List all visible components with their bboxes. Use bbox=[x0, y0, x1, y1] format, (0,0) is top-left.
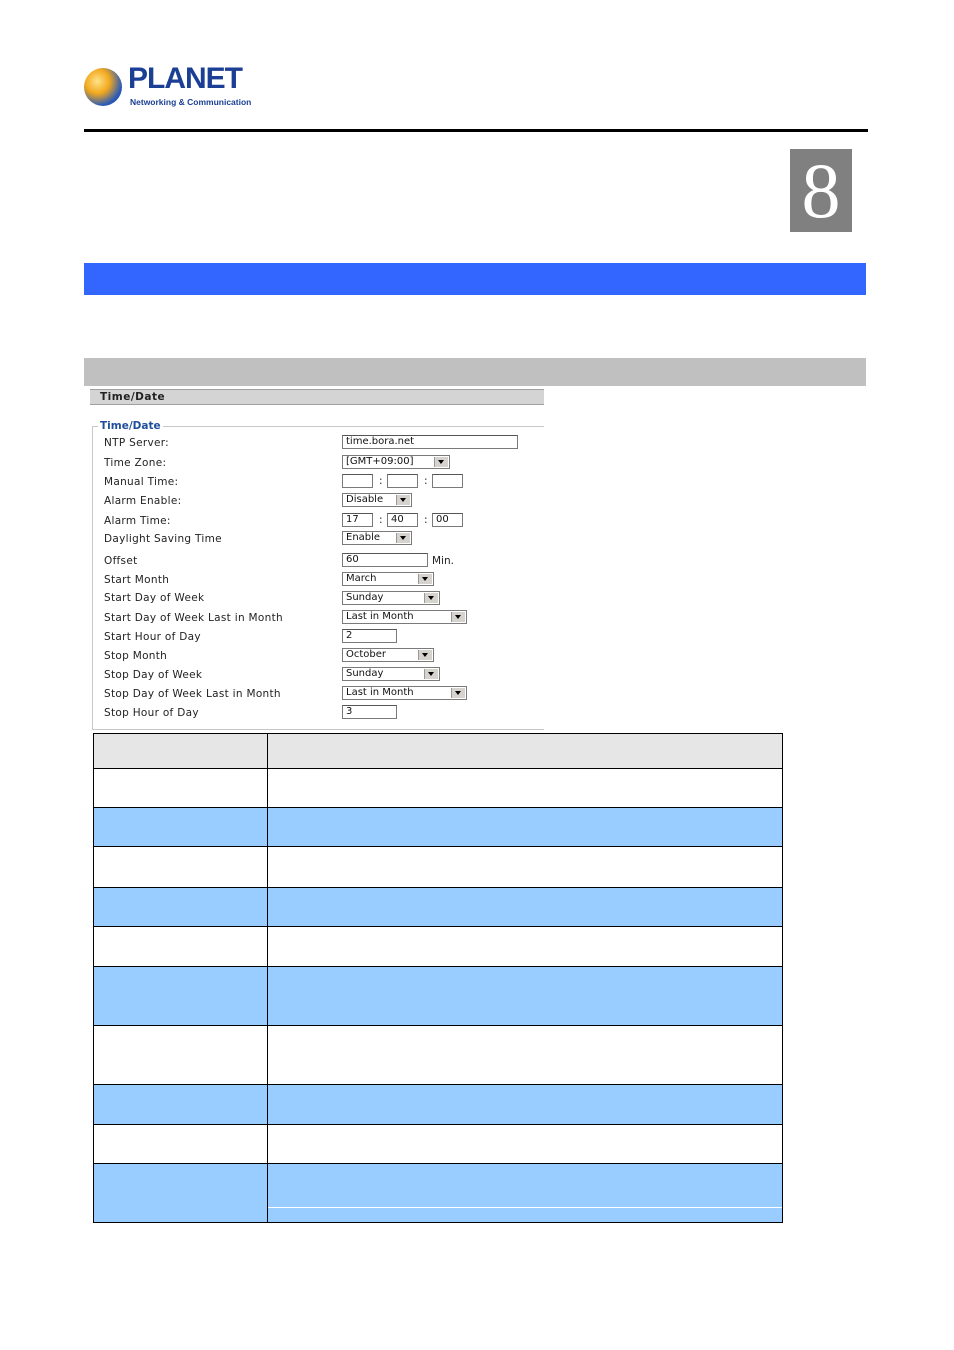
daylight-saving-select[interactable] bbox=[342, 531, 412, 545]
time-zone-label: Time Zone: bbox=[104, 457, 167, 469]
alarm-enable-label: Alarm Enable: bbox=[104, 495, 182, 507]
table-cell bbox=[268, 967, 783, 1026]
stop-hour-input[interactable]: 3 bbox=[342, 705, 397, 719]
alarm-enable-select[interactable] bbox=[342, 493, 412, 507]
daylight-saving-label: Daylight Saving Time bbox=[104, 533, 222, 545]
stop-month-label: Stop Month bbox=[104, 650, 168, 662]
table-row bbox=[94, 808, 783, 847]
start-day-of-week-label: Start Day of Week bbox=[104, 592, 205, 604]
table-cell bbox=[268, 1026, 783, 1085]
table-row bbox=[94, 1125, 783, 1164]
ntp-server-input[interactable]: time.bora.net bbox=[342, 435, 518, 449]
table-cell bbox=[94, 808, 268, 847]
alarm-second-input[interactable]: 00 bbox=[432, 513, 463, 527]
table-row bbox=[94, 967, 783, 1026]
cell-divider bbox=[268, 1179, 782, 1208]
parameter-table bbox=[93, 733, 783, 1223]
start-day-last-select[interactable] bbox=[342, 610, 467, 624]
manual-time-label: Manual Time: bbox=[104, 476, 179, 488]
table-cell bbox=[268, 847, 783, 888]
header-rule bbox=[84, 129, 868, 132]
alarm-enable-value: Disable bbox=[346, 494, 384, 505]
table-cell bbox=[94, 927, 268, 967]
ntp-server-label: NTP Server: bbox=[104, 437, 170, 449]
time-separator: : bbox=[379, 514, 383, 526]
time-separator: : bbox=[379, 475, 383, 487]
table-cell bbox=[268, 769, 783, 808]
alarm-time-label: Alarm Time: bbox=[104, 515, 171, 527]
table-cell bbox=[268, 1125, 783, 1164]
logo-tagline: Networking & Communication bbox=[130, 97, 252, 107]
chevron-down-icon bbox=[451, 612, 465, 622]
alarm-hour-input[interactable]: 17 bbox=[342, 513, 373, 527]
chevron-down-icon bbox=[418, 574, 432, 584]
manual-hour-input[interactable] bbox=[342, 474, 373, 488]
chevron-down-icon bbox=[396, 533, 410, 543]
chevron-down-icon bbox=[424, 669, 438, 679]
table-cell bbox=[94, 1085, 268, 1125]
offset-input[interactable]: 60 bbox=[342, 553, 428, 567]
offset-label: Offset bbox=[104, 555, 138, 567]
stop-day-of-week-select[interactable] bbox=[342, 667, 440, 681]
table-cell bbox=[94, 888, 268, 927]
manual-second-input[interactable] bbox=[432, 474, 463, 488]
section-bar bbox=[84, 358, 866, 386]
table-cell bbox=[94, 1164, 268, 1223]
time-date-screenshot bbox=[90, 389, 544, 733]
table-row bbox=[94, 927, 783, 967]
table-row bbox=[94, 1085, 783, 1125]
fieldset-legend: Time/Date bbox=[100, 420, 161, 432]
start-month-select[interactable] bbox=[342, 572, 434, 586]
chevron-down-icon bbox=[418, 650, 432, 660]
table-cell bbox=[94, 1125, 268, 1164]
table-cell bbox=[94, 1026, 268, 1085]
manual-minute-input[interactable] bbox=[387, 474, 418, 488]
table-cell bbox=[268, 808, 783, 847]
header-cell bbox=[94, 734, 268, 769]
table-cell bbox=[268, 1085, 783, 1125]
start-hour-input[interactable]: 2 bbox=[342, 629, 397, 643]
start-month-label: Start Month bbox=[104, 574, 170, 586]
header-cell bbox=[268, 734, 783, 769]
alarm-minute-input[interactable]: 40 bbox=[387, 513, 418, 527]
table-row bbox=[94, 1026, 783, 1085]
daylight-saving-value: Enable bbox=[346, 532, 381, 543]
table-cell bbox=[94, 769, 268, 808]
stop-day-of-week-value: Sunday bbox=[346, 668, 384, 679]
stop-day-last-value: Last in Month bbox=[346, 687, 414, 698]
chevron-down-icon bbox=[451, 688, 465, 698]
time-separator: : bbox=[424, 514, 428, 526]
stop-hour-label: Stop Hour of Day bbox=[104, 707, 199, 719]
table-header-row bbox=[94, 734, 783, 769]
start-hour-label: Start Hour of Day bbox=[104, 631, 201, 643]
table-cell bbox=[268, 927, 783, 967]
stop-month-value: October bbox=[346, 649, 387, 660]
time-zone-select[interactable] bbox=[342, 455, 450, 469]
start-month-value: March bbox=[346, 573, 377, 584]
table-row bbox=[94, 847, 783, 888]
chevron-down-icon bbox=[424, 593, 438, 603]
start-day-last-label: Start Day of Week Last in Month bbox=[104, 612, 283, 624]
table-cell bbox=[94, 847, 268, 888]
offset-unit: Min. bbox=[432, 555, 454, 567]
start-day-last-value: Last in Month bbox=[346, 611, 414, 622]
table-cell bbox=[268, 1164, 783, 1223]
planet-logo bbox=[84, 62, 254, 110]
stop-day-last-select[interactable] bbox=[342, 686, 467, 700]
panel-title: Time/Date bbox=[90, 389, 544, 405]
table-row bbox=[94, 1164, 783, 1223]
start-day-of-week-select[interactable] bbox=[342, 591, 440, 605]
stop-month-select[interactable] bbox=[342, 648, 434, 662]
stop-day-last-label: Stop Day of Week Last in Month bbox=[104, 688, 281, 700]
table-row bbox=[94, 888, 783, 927]
table-cell bbox=[268, 888, 783, 927]
start-day-of-week-value: Sunday bbox=[346, 592, 384, 603]
time-zone-value: [GMT+09:00] bbox=[346, 456, 414, 467]
time-separator: : bbox=[424, 475, 428, 487]
table-cell bbox=[94, 967, 268, 1026]
table-row bbox=[94, 769, 783, 808]
chevron-down-icon bbox=[396, 495, 410, 505]
logo-wordmark: PLANET bbox=[128, 62, 242, 95]
chapter-number: 8 bbox=[790, 149, 852, 232]
chevron-down-icon bbox=[434, 457, 448, 467]
chapter-title-bar bbox=[84, 263, 866, 295]
globe-icon bbox=[84, 68, 122, 106]
stop-day-of-week-label: Stop Day of Week bbox=[104, 669, 203, 681]
